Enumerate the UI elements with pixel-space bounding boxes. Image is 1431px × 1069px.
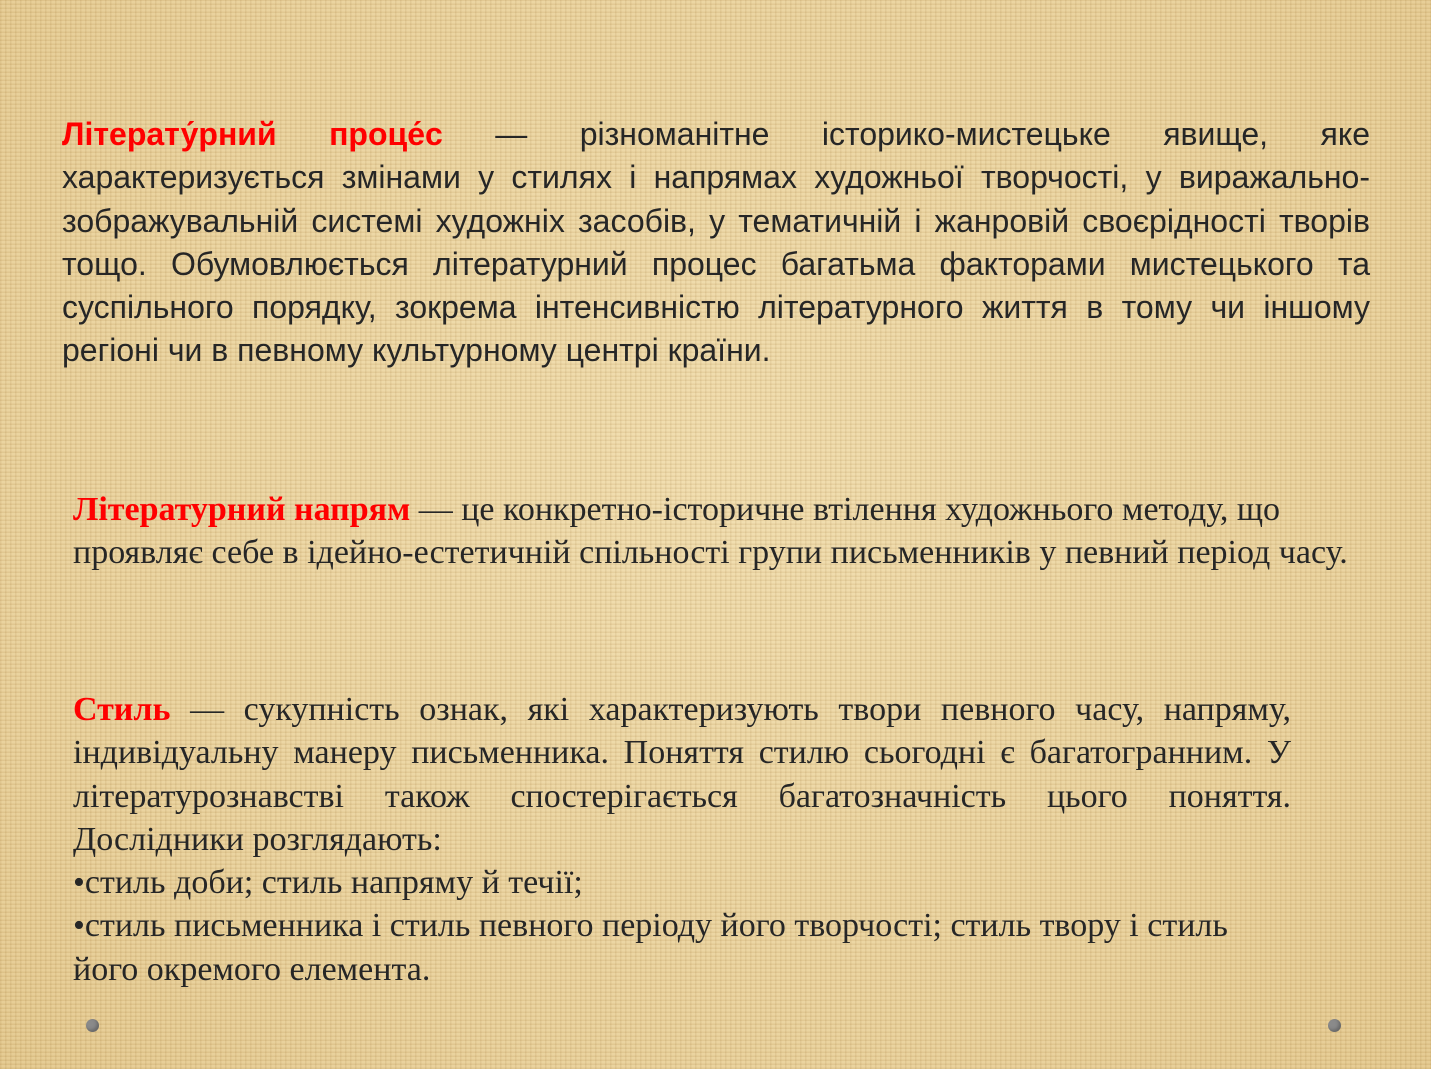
definition-literary-process: — різноманітне історико-мистецьке явище, яке характеризується змінами у стилях і напрямах художньої творчості, у виражально-зображувальній системі художніх засобів, у тематичній і жанровій своєрідності творів тощо. Обумовлюється літературний процес багатьма факторами мистецького та суспільного порядку, зокрема інтенсивністю літературного життя в тому чи іншому регіоні чи в певному культурному центрі країни. (62, 116, 1371, 369)
bullet-item: •стиль письменника і стиль певного періоду його творчості; стиль твору і стиль його окремого елемента. (73, 907, 1228, 988)
bullet-item: •стиль доби; стиль напряму й течії; (73, 864, 583, 902)
decorative-dot-left (86, 1019, 99, 1032)
paragraph-literary-direction (73, 488, 1403, 575)
paragraph-literary-process (62, 113, 1370, 373)
term-literary-process: Літерату́рний проце́с (62, 116, 443, 152)
definition-style: — сукупність ознак, які характеризують твори певного часу, напряму, індивідуальну манеру письменника. Поняття стилю сьогодні є багатогранним. У літературознавстві також спостерігається багатозначність цього поняття. Дослідники розглядають: (73, 691, 1291, 858)
term-style: Стиль (73, 691, 171, 728)
paragraph-style (73, 688, 1291, 991)
definition-literary-direction: — це конкретно-історичне втілення художнього методу, що проявляє себе в ідейно-естетичній спільності групи письменників у певний період часу. (73, 491, 1348, 572)
decorative-dot-right (1328, 1019, 1341, 1032)
style-definition-block (73, 688, 1291, 861)
term-literary-direction: Літературний напрям (73, 491, 411, 528)
